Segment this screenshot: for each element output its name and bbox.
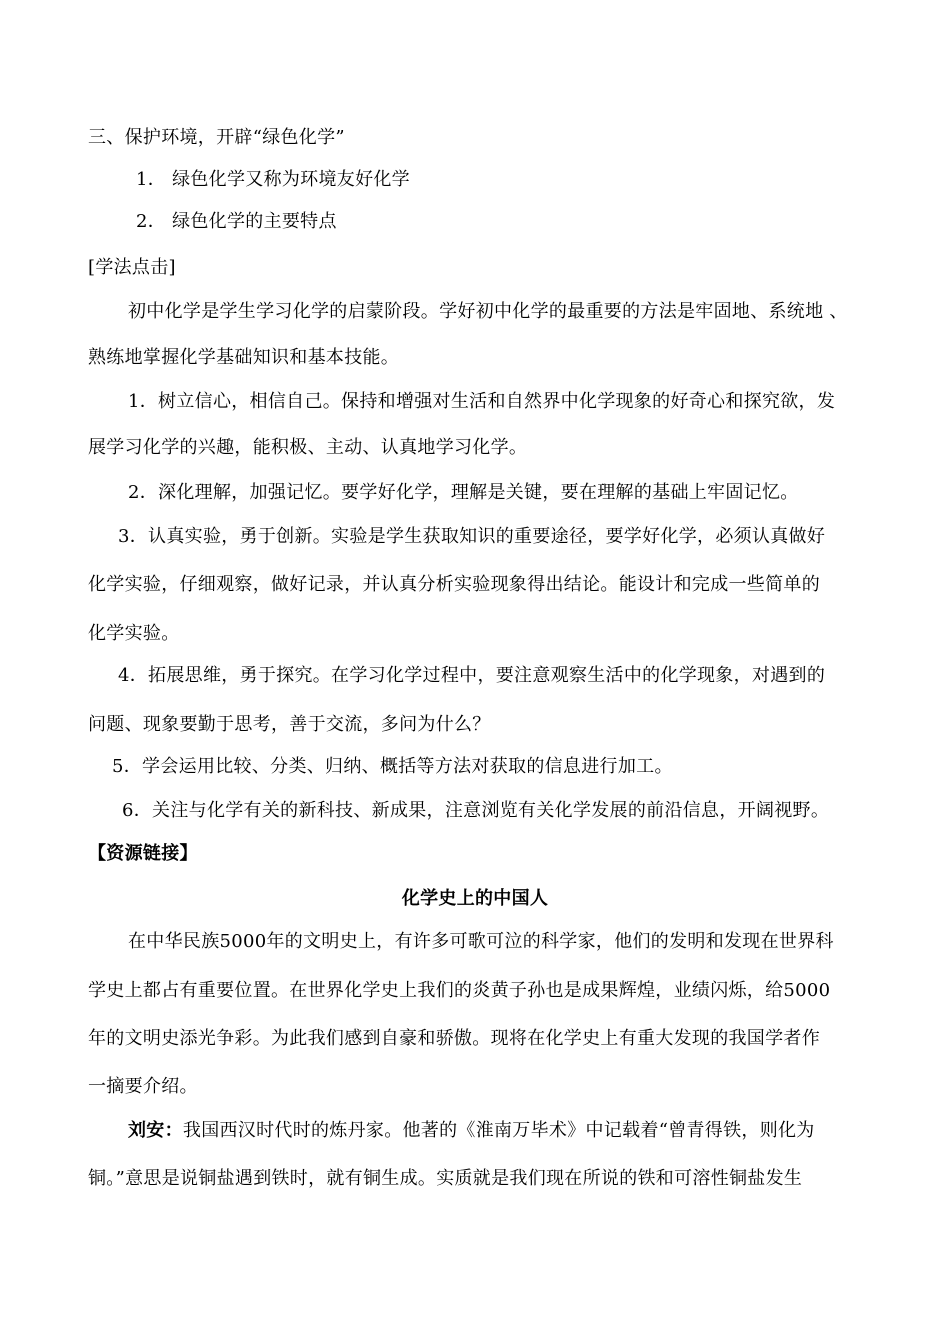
paragraph-line: 铜。”意思是说铜盐遇到铁时，就有铜生成。实质就是我们现在所说的铁和可溶性铜盐发生 <box>88 1168 803 1189</box>
section-heading: 三、保护环境，开辟“绿色化学” <box>88 127 345 148</box>
person-description: 我国西汉时代时的炼丹家。他著的《淮南万毕术》中记载着“曾青得铁，则化为 <box>182 1120 815 1141</box>
paragraph-line: 问题、现象要勤于思考，善于交流，多问为什么？ <box>88 714 491 735</box>
article-title: 化学史上的中国人 <box>401 888 549 909</box>
paragraph-line: 1．树立信心，相信自己。保持和增强对生活和自然界中化学现象的好奇心和探究欲，发 <box>128 391 836 412</box>
paragraph-line: 学史上都占有重要位置。在世界化学史上我们的炎黄子孙也是成果辉煌，业绩闪烁，给5000 <box>88 980 831 1001</box>
paragraph-line: 在中华民族5000年的文明史上，有许多可歌可泣的科学家，他们的发明和发现在世界科 <box>128 931 834 952</box>
resources-heading: 【资源链接】 <box>88 843 198 864</box>
paragraph-line: 5．学会运用比较、分类、归纳、概括等方法对获取的信息进行加工。 <box>112 756 673 777</box>
person-name: 刘安： <box>128 1120 183 1141</box>
study-tips-heading: [学法点击] <box>88 257 176 278</box>
paragraph-line: 展学习化学的兴趣，能积极、主动、认真地学习化学。 <box>88 437 528 458</box>
paragraph-line: 熟练地掌握化学基础知识和基本技能。 <box>88 347 400 368</box>
paragraph-line <box>128 1119 815 1143</box>
paragraph-line: 初中化学是学生学习化学的启蒙阶段。学好初中化学的最重要的方法是牢固地、系统地 、 <box>128 301 848 322</box>
paragraph-line: 年的文明史添光争彩。为此我们感到自豪和骄傲。现将在化学史上有重大发现的我国学者作 <box>88 1028 820 1049</box>
paragraph-line: 4．拓展思维，勇于探究。在学习化学过程中，要注意观察生活中的化学现象，对遇到的 <box>118 665 826 686</box>
paragraph-line: 一摘要介绍。 <box>88 1076 198 1097</box>
paragraph-line: 2．深化理解，加强记忆。要学好化学，理解是关键，要在理解的基础上牢固记忆。 <box>128 482 799 503</box>
paragraph-line: 3．认真实验，勇于创新。实验是学生获取知识的重要途径，要学好化学，必须认真做好 <box>118 526 826 547</box>
paragraph-line: 6．关注与化学有关的新科技、新成果，注意浏览有关化学发展的前沿信息，开阔视野。 <box>122 800 830 821</box>
list-item: 2． 绿色化学的主要特点 <box>136 211 337 232</box>
list-item: 1． 绿色化学又称为环境友好化学 <box>136 169 410 190</box>
paragraph-line: 化学实验，仔细观察，做好记录，并认真分析实验现象得出结论。能设计和完成一些简单的 <box>88 574 820 595</box>
paragraph-line: 化学实验。 <box>88 623 180 644</box>
